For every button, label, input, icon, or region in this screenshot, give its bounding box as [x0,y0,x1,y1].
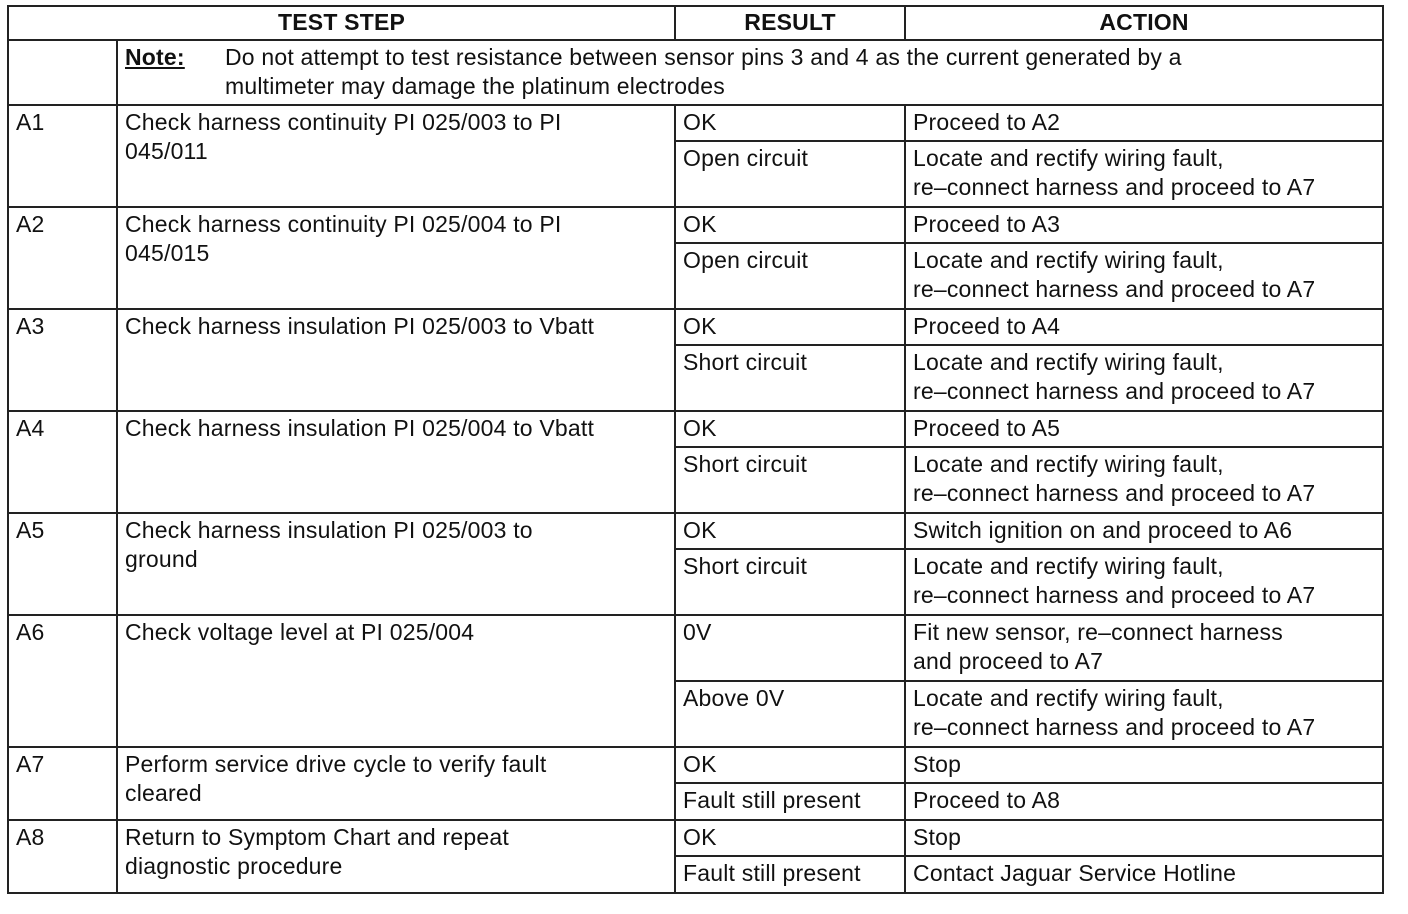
step-result: Short circuit [675,549,905,615]
step-description-line: 045/015 [125,240,210,266]
step-id: A1 [8,105,117,207]
step-result: Above 0V [675,681,905,747]
step-result: Open circuit [675,243,905,309]
step-result: OK [675,207,905,243]
table-row [8,747,1383,783]
step-action [905,411,1383,447]
step-action [905,820,1383,856]
step-action [905,747,1383,783]
step-result: OK [675,820,905,856]
step-result: OK [675,411,905,447]
step-action-line: re–connect harness and proceed to A7 [913,582,1316,608]
step-description [117,411,675,513]
step-id: A7 [8,747,117,820]
step-action-line: Proceed to A4 [913,313,1061,339]
step-description [117,309,675,411]
step-action-line: re–connect harness and proceed to A7 [913,276,1316,302]
step-action-line: Proceed to A3 [913,211,1061,237]
step-description [117,207,675,309]
step-action-line: Locate and rectify wiring fault, [913,247,1224,273]
step-description [117,747,675,820]
step-id: A2 [8,207,117,309]
step-description-line: Check harness insulation PI 025/003 to [125,517,533,543]
note-empty-cell [8,40,117,105]
step-action [905,615,1383,681]
step-action-line: Proceed to A8 [913,787,1061,813]
step-action [905,141,1383,207]
note-row [8,40,1383,105]
step-result: OK [675,747,905,783]
step-description-line: Check harness continuity PI 025/003 to PI [125,109,562,135]
table-row [8,207,1383,243]
step-description-line: ground [125,546,198,572]
step-description-line: cleared [125,780,202,806]
step-result: Open circuit [675,141,905,207]
diagnostic-table [7,5,1384,894]
step-id: A6 [8,615,117,747]
step-id: A4 [8,411,117,513]
table-row [8,513,1383,549]
step-action-line: Locate and rectify wiring fault, [913,349,1224,375]
step-action-line: Switch ignition on and proceed to A6 [913,517,1293,543]
table-row [8,411,1383,447]
step-action [905,856,1383,893]
header-action: ACTION [905,6,1383,40]
step-description-line: Return to Symptom Chart and repeat [125,824,509,850]
step-description [117,820,675,893]
step-id: A5 [8,513,117,615]
step-description-line: 045/011 [125,138,208,164]
step-result: OK [675,105,905,141]
header-test-step: TEST STEP [8,6,675,40]
step-result: Fault still present [675,783,905,820]
step-result: Fault still present [675,856,905,893]
table-body [8,40,1383,893]
step-description-line: Check harness insulation PI 025/004 to Vbatt [125,415,595,441]
step-description-line: diagnostic procedure [125,853,343,879]
header-result: RESULT [675,6,905,40]
note-line: Do not attempt to test resistance between sensor pins 3 and 4 as the current generated by a [225,44,1182,70]
step-action-line: Locate and rectify wiring fault, [913,553,1224,579]
table-row [8,105,1383,141]
step-action-line: Locate and rectify wiring fault, [913,451,1224,477]
step-action-line: re–connect harness and proceed to A7 [913,480,1316,506]
step-action-line: Stop [913,751,962,777]
step-action [905,681,1383,747]
step-action-line: Proceed to A5 [913,415,1061,441]
step-description-line: Check voltage level at PI 025/004 [125,619,475,645]
step-result: OK [675,513,905,549]
table-row [8,615,1383,681]
step-action-line: Contact Jaguar Service Hotline [913,860,1237,886]
step-action-line: Locate and rectify wiring fault, [913,145,1224,171]
step-description [117,615,675,747]
step-description-line: Check harness continuity PI 025/004 to PI [125,211,562,237]
step-action [905,105,1383,141]
note-label: Note: [125,44,185,70]
step-action [905,345,1383,411]
step-action-line: re–connect harness and proceed to A7 [913,378,1316,404]
step-result: 0V [675,615,905,681]
step-action-line: and proceed to A7 [913,648,1104,674]
table-row [8,309,1383,345]
step-action-line: Stop [913,824,962,850]
step-result: OK [675,309,905,345]
step-description-line: Check harness insulation PI 025/003 to Vbatt [125,313,595,339]
step-action [905,783,1383,820]
step-description [117,513,675,615]
step-description [117,105,675,207]
note-text [225,43,1375,101]
step-id: A8 [8,820,117,893]
step-action-line: Locate and rectify wiring fault, [913,685,1224,711]
step-action-line: Proceed to A2 [913,109,1061,135]
step-action [905,549,1383,615]
step-id: A3 [8,309,117,411]
step-action [905,243,1383,309]
step-result: Short circuit [675,447,905,513]
step-action [905,207,1383,243]
step-result: Short circuit [675,345,905,411]
step-action [905,447,1383,513]
header-row [8,6,1383,40]
step-action-line: re–connect harness and proceed to A7 [913,174,1316,200]
step-action-line: re–connect harness and proceed to A7 [913,714,1316,740]
table-row [8,820,1383,856]
step-action [905,309,1383,345]
note-cell [117,40,1383,105]
note-line: multimeter may damage the platinum electrodes [225,73,725,99]
step-action [905,513,1383,549]
step-action-line: Fit new sensor, re–connect harness [913,619,1283,645]
step-description-line: Perform service drive cycle to verify fault [125,751,547,777]
